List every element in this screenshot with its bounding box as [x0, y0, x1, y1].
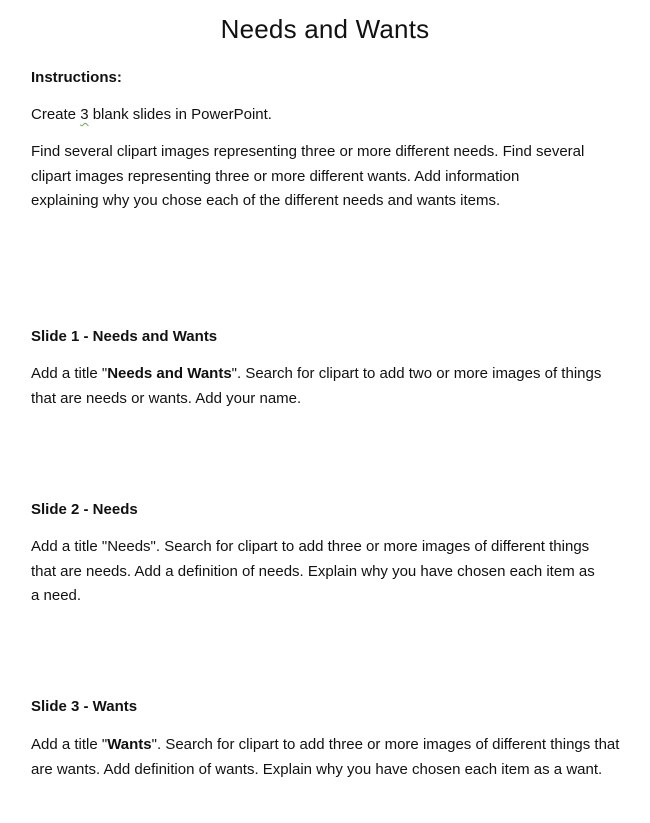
slide-2-text: Add a title "Needs". Search for clipart to add three or more images of different things that are needs. Add a definition of needs. Explain why you have chosen each item as a need.	[31, 538, 595, 604]
slide-1-text-pre: Add a title "	[31, 365, 108, 382]
instructions-line-1-pre: Create	[31, 106, 81, 123]
slide-3-text-pre: Add a title "	[31, 736, 108, 753]
spellcheck-flagged-number: 3	[80, 106, 89, 123]
slide-3-text-post: ". Search for clipart to add three or more images of different things that are wants. Add definition of wants. Explain why you have chosen each item as a want.	[31, 736, 620, 778]
instructions-paragraph: Find several clipart images representing three or more different needs. Find several clipart images representing three or more different wants. Add information explaining why you chose each of the different needs and wants items.	[31, 143, 585, 209]
page-title: Needs and Wants	[220, 14, 430, 44]
instructions-heading: Instructions:	[31, 69, 122, 86]
slide-1-text	[31, 362, 621, 411]
slide-3-heading: Slide 3 - Wants	[31, 698, 138, 715]
slide-1-heading: Slide 1 - Needs and Wants	[31, 328, 218, 345]
instructions-line-1	[31, 103, 631, 128]
slide-1-text-post: ". Search for clipart to add two or more images of things that are needs or wants. Add your name.	[31, 365, 602, 407]
slide-1-text-bold: Needs and Wants	[107, 365, 232, 382]
instructions-line-1-post: blank slides in PowerPoint.	[88, 106, 272, 123]
slide-3-text-bold: Wants	[107, 736, 152, 753]
slide-3-text	[31, 733, 621, 782]
slide-2-heading: Slide 2 - Needs	[31, 501, 138, 518]
